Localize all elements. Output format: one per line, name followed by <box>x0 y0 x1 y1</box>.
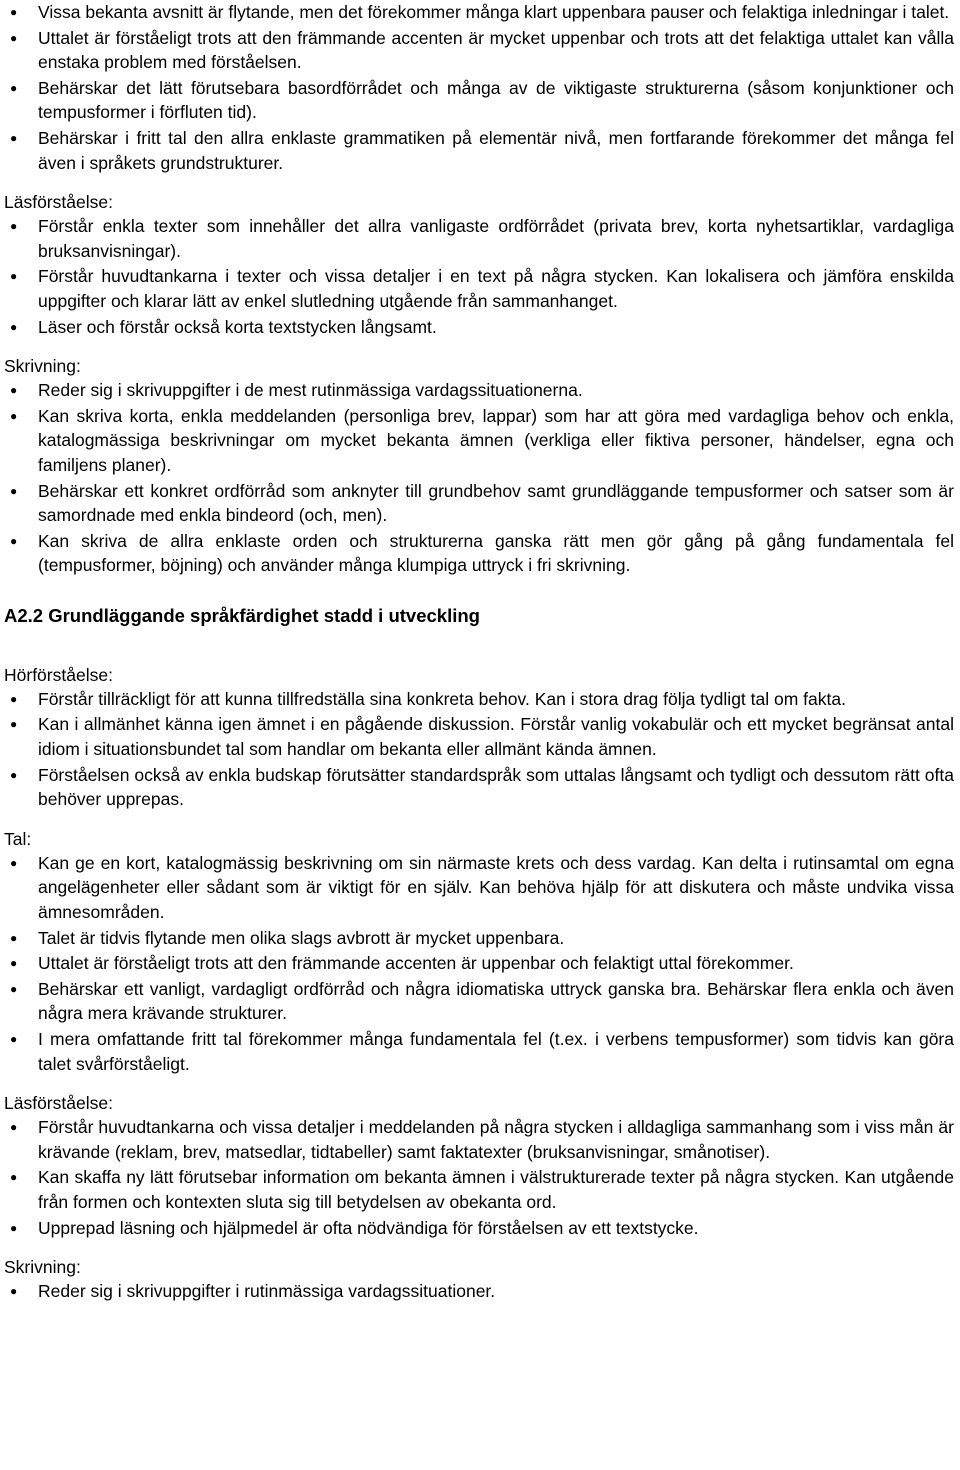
bullet-icon: ● <box>10 956 18 971</box>
list-item <box>4 851 954 925</box>
bullet-icon: ● <box>10 319 18 334</box>
bullet-icon: ● <box>10 80 18 95</box>
section-horforstaelse <box>4 663 954 812</box>
bullet-icon: ● <box>10 767 18 782</box>
list-item-text: Kan skaffa ny lätt förutsebar information om bekanta ämnen i välstrukturerade texter på några stycken. Kan utgående från formen och kontexten sluta sig till betydelsen av obekanta ord. <box>38 1167 954 1212</box>
list-item-text: Läser och förstår också korta textstycken långsamt. <box>38 316 437 337</box>
bullet-icon: ● <box>10 981 18 996</box>
list-item <box>4 214 954 263</box>
list-item <box>4 712 954 761</box>
intro-list <box>4 0 954 175</box>
list-item-text: I mera omfattande fritt tal förekommer många fundamentala fel (t.ex. i verbens tempusformer) som tidvis kan göra talet svårförståeligt. <box>38 1029 954 1074</box>
list-item <box>4 1027 954 1076</box>
list-item-text: Kan skriva korta, enkla meddelanden (personliga brev, lappar) som har att göra med vardagliga behov och enkla, katalogmässiga beskrivningar om mycket bekanta ämnen (verkliga eller fiktiva personer, händelser, egna och familjens planer). <box>38 405 954 475</box>
list-item <box>4 1165 954 1214</box>
section-lasforstaelse-2 <box>4 1091 954 1240</box>
bullet-icon: ● <box>10 5 18 19</box>
bullet-icon: ● <box>10 1284 18 1299</box>
list-item <box>4 0 954 25</box>
section-heading: Skrivning: <box>4 356 81 377</box>
horforstaelse-list <box>4 687 954 812</box>
section-heading: Tal: <box>4 828 32 849</box>
section-heading: Läsförståelse: <box>4 192 113 213</box>
list-item <box>4 404 954 478</box>
list-item <box>4 378 954 403</box>
list-item <box>4 1115 954 1164</box>
bullet-icon: ● <box>10 930 18 945</box>
list-item-text: Behärskar ett vanligt, vardagligt ordförråd och några idiomatiska uttryck ganska bra. Behärskar flera enkla och även några mera krävande strukturer. <box>38 978 954 1024</box>
bullet-icon: ● <box>10 269 18 284</box>
list-item <box>4 76 954 125</box>
list-item <box>4 315 954 340</box>
list-item <box>4 479 954 528</box>
section-tal <box>4 827 954 1076</box>
list-item <box>4 926 954 951</box>
list-item <box>4 1279 954 1304</box>
list-item-text: Kan ge en kort, katalogmässig beskrivning om sin närmaste krets och dess vardag. Kan delta i rutinsamtal om egna angelägenheter eller sådant som är viktigt för en själv. Kan behöva hjälp för att diskutera och måste undvika vissa ämnesområden. <box>38 852 954 923</box>
section-skrivning-1 <box>4 354 954 578</box>
list-item-text: Förstår tillräckligt för att kunna tillfredställa sina konkreta behov. Kan i stora drag följa tydligt tal om fakta. <box>38 688 846 709</box>
list-item-text: Förstår huvudtankarna i texter och vissa detaljer i en text på några stycken. Kan lokalisera och jämföra enskilda uppgifter och klarar lätt av enkel slutledning utgående från sammanhanget. <box>38 266 954 311</box>
subsection-title-a22: A2.2 Grundläggande språkfärdighet stadd i utveckling <box>4 604 480 626</box>
bullet-icon: ● <box>10 533 18 548</box>
list-item-text: Behärskar det lätt förutsebara basordförrådet och många av de viktigaste strukturerna (såsom konjunktioner och tempusformer i förfluten tid). <box>38 77 954 123</box>
section-lasforstaelse-1 <box>4 190 954 339</box>
list-item <box>4 1216 954 1241</box>
list-item-text: Reder sig i skrivuppgifter i rutinmässiga vardagssituationer. <box>38 1281 496 1302</box>
bullet-icon: ● <box>10 483 18 498</box>
bullet-icon: ● <box>10 1032 18 1046</box>
bullet-icon: ● <box>10 1120 18 1135</box>
bullet-icon: ● <box>10 691 18 706</box>
section-skrivning-2 <box>4 1255 954 1304</box>
bullet-icon: ● <box>10 855 18 870</box>
bullet-icon: ● <box>10 717 18 732</box>
list-item <box>4 529 954 578</box>
lasforstaelse-1-list <box>4 214 954 339</box>
list-item-text: Förstår enkla texter som innehåller det allra vanligaste ordförrådet (privata brev, korta nyhetsartiklar, vardagliga bruksanvisningar). <box>38 216 954 261</box>
tal-list <box>4 851 954 1076</box>
bullet-icon: ● <box>10 130 18 145</box>
list-item <box>4 977 954 1026</box>
list-item <box>4 951 954 976</box>
bullet-icon: ● <box>10 1220 18 1235</box>
list-item-text: Förståelsen också av enkla budskap förutsätter standardspråk som uttalas långsamt och tydligt och dessutom rätt ofta behöver upprepas. <box>38 764 954 810</box>
list-item-text: Uttalet är förståeligt trots att den främmande accenten är mycket uppenbar och trots att det felaktiga uttalet kan vålla enstaka problem med förståelsen. <box>38 27 954 73</box>
bullet-icon: ● <box>10 219 18 234</box>
list-item-text: Kan i allmänhet känna igen ämnet i en pågående diskussion. Förstår vanlig vokabulär och ett mycket begränsat antal idiom i situationsbundet tal som handlar om bekanta eller allmänt kända ämnen. <box>38 714 954 760</box>
list-item <box>4 264 954 313</box>
skrivning-2-list <box>4 1279 954 1304</box>
list-item-text: Talet är tidvis flytande men olika slags avbrott är mycket uppenbara. <box>38 927 565 948</box>
list-item-text: Vissa bekanta avsnitt är flytande, men det förekommer många klart uppenbara pauser och felaktiga inledningar i talet. <box>38 2 950 22</box>
list-item-text: Behärskar i fritt tal den allra enklaste grammatiken på elementär nivå, men fortfarande förekommer det många fel även i språkets grundstrukturer. <box>38 127 954 173</box>
list-item <box>4 126 954 175</box>
bullet-icon: ● <box>10 408 18 423</box>
list-item-text: Upprepad läsning och hjälpmedel är ofta nödvändiga för förståelsen av ett textstycke. <box>38 1217 699 1238</box>
list-item-text: Kan skriva de allra enklaste orden och strukturerna ganska rätt men gör gång på gång fundamentala fel (tempusformer, böjning) och använder många klumpiga uttryck i fri skrivning. <box>38 530 954 576</box>
bullet-icon: ● <box>10 30 18 45</box>
list-item <box>4 687 954 712</box>
list-item-text: Uttalet är förståeligt trots att den främmande accenten är uppenbar och felaktigt uttal förekommer. <box>38 953 794 974</box>
section-heading: Läsförståelse: <box>4 1093 113 1114</box>
list-item-text: Reder sig i skrivuppgifter i de mest rutinmässiga vardagssituationerna. <box>38 380 583 401</box>
section-heading: Skrivning: <box>4 1257 81 1278</box>
list-item <box>4 26 954 75</box>
bullet-icon: ● <box>10 383 18 398</box>
lasforstaelse-2-list <box>4 1115 954 1240</box>
list-item-text: Behärskar ett konkret ordförråd som anknyter till grundbehov samt grundläggande tempusformer och satser som är samordnade med enkla bindeord (och, men). <box>38 480 954 526</box>
skrivning-1-list <box>4 378 954 578</box>
list-item <box>4 763 954 812</box>
bullet-icon: ● <box>10 1170 18 1185</box>
section-heading: Hörförståelse: <box>4 664 113 685</box>
list-item-text: Förstår huvudtankarna och vissa detaljer i meddelanden på några stycken i alldagliga sammanhang som i viss mån är krävande (reklam, brev, matsedlar, tidtabeller) samt faktatexter (bruksanvisningar, smånotiser). <box>38 1117 954 1162</box>
